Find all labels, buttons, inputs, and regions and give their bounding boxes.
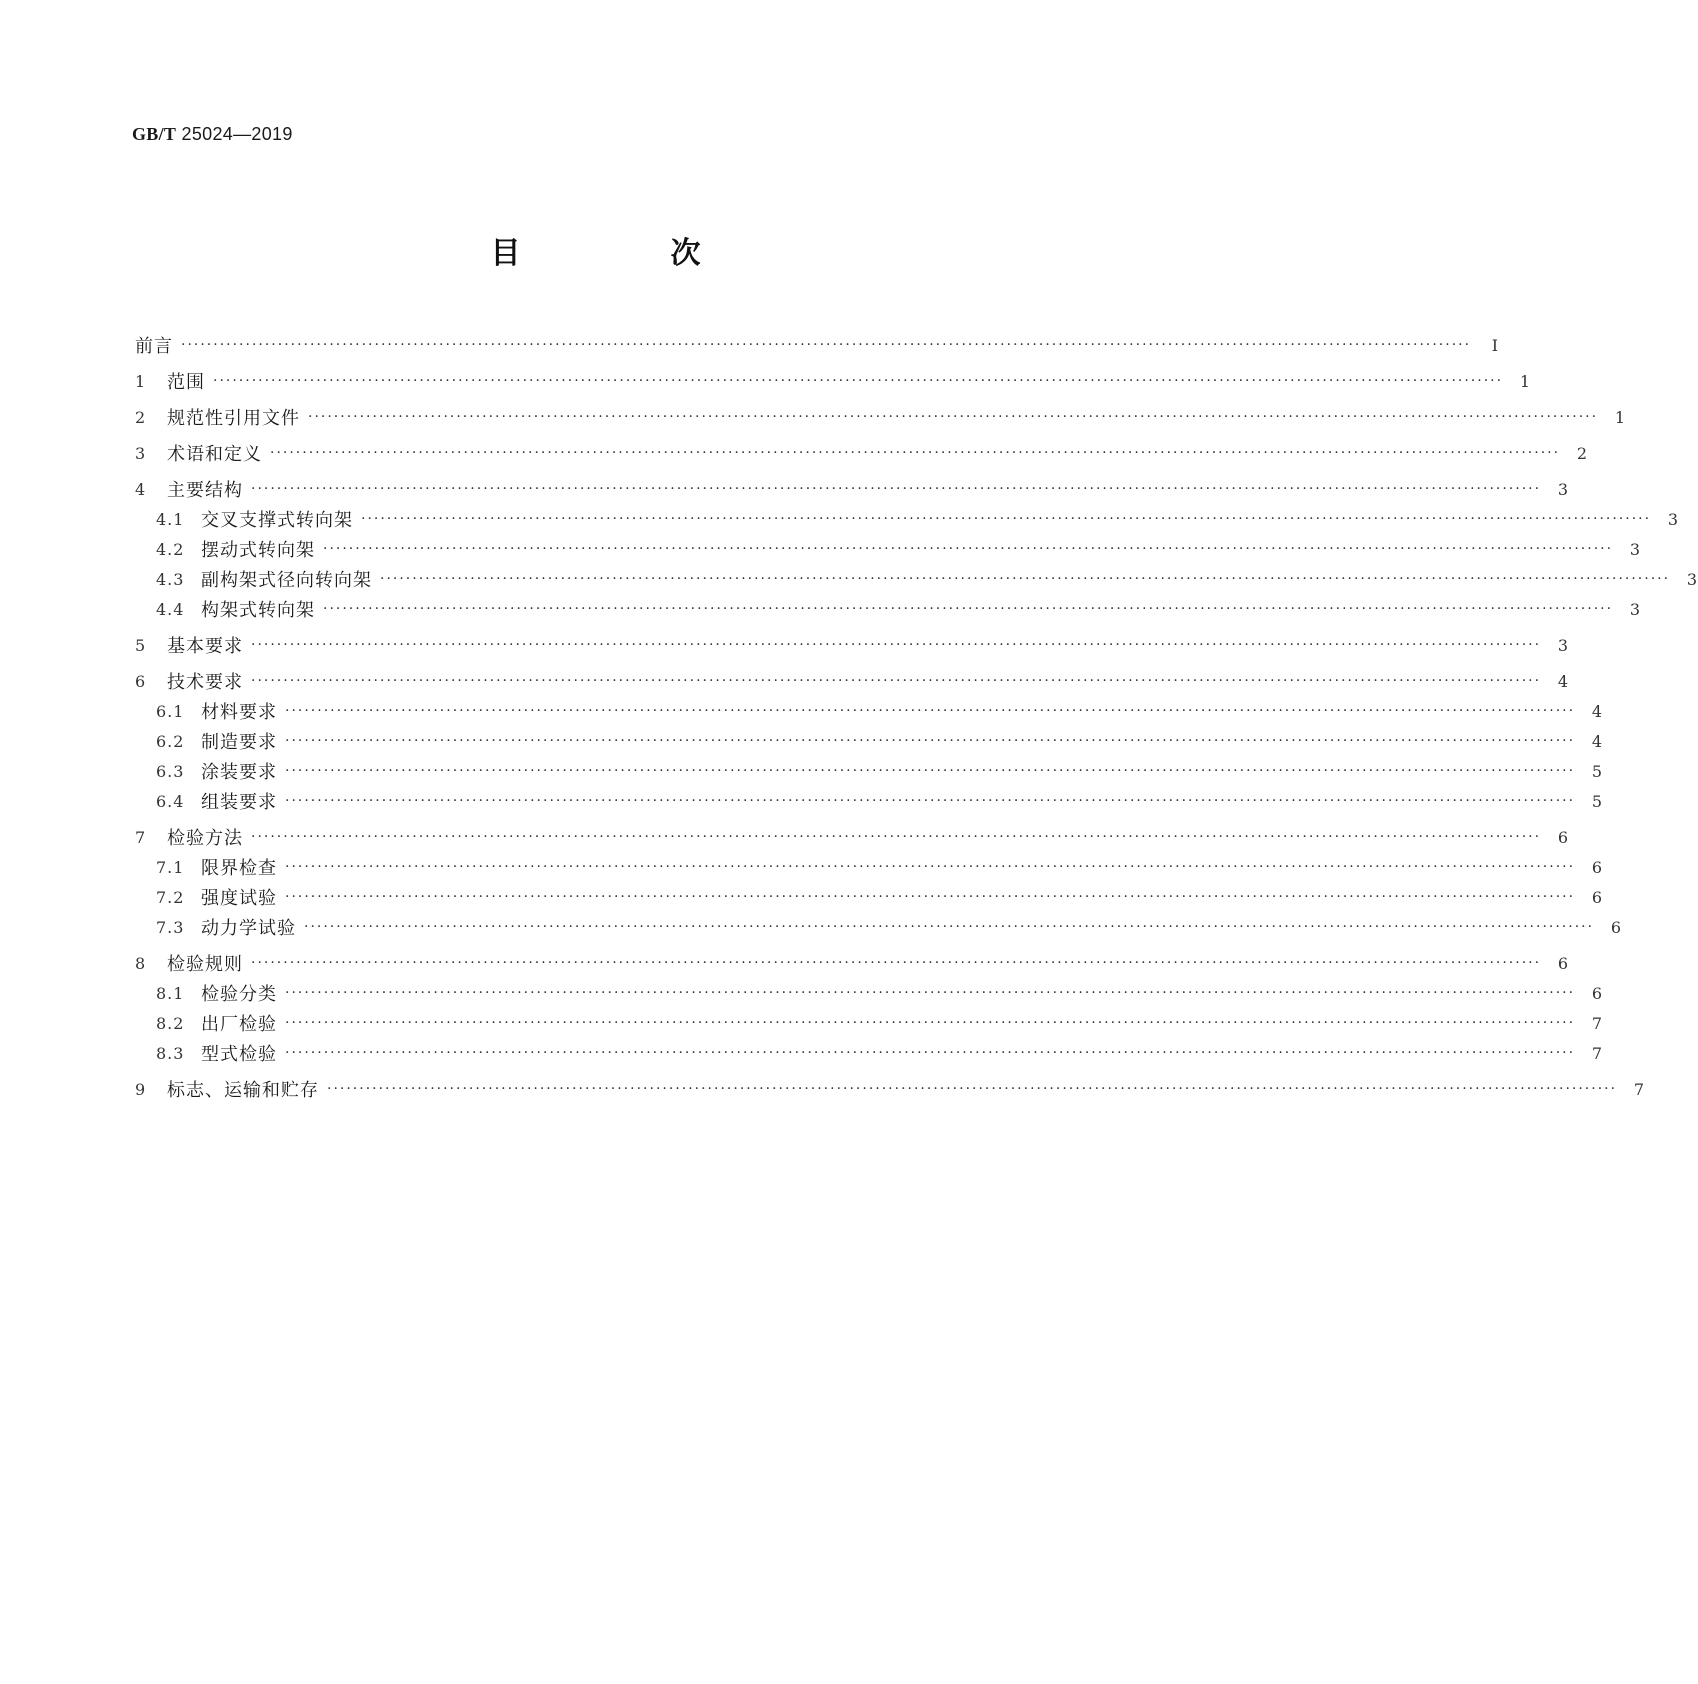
toc-entry[interactable] bbox=[135, 1008, 1604, 1038]
table-of-contents bbox=[135, 330, 1698, 1104]
toc-leader-dots: ········································································································································································································ bbox=[213, 373, 1504, 389]
toc-entry-label: 材料要求 bbox=[201, 702, 277, 723]
toc-entry-page: 7 bbox=[1591, 1043, 1604, 1063]
document-code bbox=[132, 124, 293, 145]
toc-entry-number: 3 bbox=[135, 443, 147, 463]
toc-leader-dots: ········································································································································································································ bbox=[285, 859, 1576, 875]
toc-entry-label: 型式检验 bbox=[201, 1044, 277, 1065]
toc-entry-page: 6 bbox=[1591, 887, 1604, 907]
toc-entry-label: 限界检查 bbox=[201, 858, 277, 879]
toc-leader-dots: ········································································································································································································ bbox=[361, 511, 1652, 527]
document-code-number: 25024—2019 bbox=[181, 124, 293, 144]
toc-leader-dots: ········································································································································································································ bbox=[327, 1081, 1618, 1097]
toc-entry-page: 1 bbox=[1519, 371, 1532, 391]
toc-leader-dots: ········································································································································································································ bbox=[285, 703, 1576, 719]
toc-leader-dots: ········································································································································································································ bbox=[285, 1045, 1576, 1061]
toc-entry-page: 5 bbox=[1591, 791, 1604, 811]
toc-entry-page: 4 bbox=[1557, 671, 1570, 691]
toc-entry-number: 6.1 bbox=[156, 701, 185, 721]
toc-leader-dots: ········································································································································································································ bbox=[285, 1015, 1576, 1031]
toc-entry-page: 3 bbox=[1667, 509, 1680, 529]
toc-entry[interactable] bbox=[135, 504, 1680, 534]
toc-entry-label: 范围 bbox=[167, 372, 205, 393]
toc-entry[interactable] bbox=[135, 786, 1604, 816]
toc-entry-label: 基本要求 bbox=[167, 636, 243, 657]
toc-entry-number: 4.2 bbox=[156, 539, 185, 559]
toc-entry[interactable] bbox=[135, 1038, 1604, 1068]
toc-entry[interactable] bbox=[135, 366, 1532, 396]
toc-entry-number: 7.2 bbox=[156, 887, 185, 907]
toc-entry-label: 检验分类 bbox=[201, 984, 277, 1005]
toc-entry-page: 4 bbox=[1591, 701, 1604, 721]
toc-entry[interactable] bbox=[135, 756, 1604, 786]
toc-entry[interactable] bbox=[135, 474, 1570, 504]
toc-entry[interactable] bbox=[135, 822, 1570, 852]
toc-leader-dots: ········································································································································································································ bbox=[251, 829, 1542, 845]
toc-entry-page: 3 bbox=[1629, 539, 1642, 559]
toc-entry[interactable] bbox=[135, 948, 1570, 978]
toc-entry-number: 6.3 bbox=[156, 761, 185, 781]
toc-leader-dots: ········································································································································································································ bbox=[323, 541, 1614, 557]
toc-entry-label: 动力学试验 bbox=[201, 918, 296, 939]
toc-entry-number: 8.2 bbox=[156, 1013, 185, 1033]
toc-entry-page: 4 bbox=[1591, 731, 1604, 751]
toc-leader-dots: ········································································································································································································ bbox=[285, 889, 1576, 905]
toc-entry-number: 8.3 bbox=[156, 1043, 185, 1063]
toc-entry[interactable] bbox=[135, 564, 1698, 594]
toc-entry-number: 8 bbox=[135, 953, 147, 973]
toc-entry-label: 组装要求 bbox=[201, 792, 277, 813]
document-code-prefix: GB/T bbox=[132, 124, 177, 144]
toc-entry-page: 6 bbox=[1557, 827, 1570, 847]
toc-entry[interactable] bbox=[135, 630, 1570, 660]
toc-entry-label: 构架式转向架 bbox=[201, 600, 315, 621]
toc-entry-page: 6 bbox=[1591, 983, 1604, 1003]
toc-entry-number: 4.4 bbox=[156, 599, 185, 619]
toc-entry-page: 5 bbox=[1591, 761, 1604, 781]
toc-entry[interactable] bbox=[135, 594, 1642, 624]
toc-entry-number: 2 bbox=[135, 407, 147, 427]
toc-entry[interactable] bbox=[135, 330, 1500, 360]
toc-entry-number: 4.3 bbox=[156, 569, 185, 589]
toc-entry-number: 5 bbox=[135, 635, 147, 655]
toc-leader-dots: ········································································································································································································ bbox=[380, 571, 1671, 587]
toc-leader-dots: ········································································································································································································ bbox=[285, 763, 1576, 779]
toc-entry-label: 检验方法 bbox=[167, 828, 243, 849]
toc-entry-number: 6.4 bbox=[156, 791, 185, 811]
toc-leader-dots: ········································································································································································································ bbox=[251, 637, 1542, 653]
toc-entry[interactable] bbox=[135, 438, 1589, 468]
toc-entry-label: 前言 bbox=[135, 336, 173, 357]
toc-entry-page: Ⅰ bbox=[1491, 335, 1500, 355]
toc-entry[interactable] bbox=[135, 534, 1642, 564]
toc-entry[interactable] bbox=[135, 1074, 1646, 1104]
toc-leader-dots: ········································································································································································································ bbox=[304, 919, 1595, 935]
toc-leader-dots: ········································································································································································································ bbox=[251, 481, 1542, 497]
toc-entry-label: 标志、运输和贮存 bbox=[167, 1080, 319, 1101]
toc-entry-number: 7.1 bbox=[156, 857, 185, 877]
toc-entry[interactable] bbox=[135, 402, 1627, 432]
toc-entry[interactable] bbox=[135, 852, 1604, 882]
toc-entry-page: 2 bbox=[1576, 443, 1589, 463]
toc-leader-dots: ········································································································································································································ bbox=[323, 601, 1614, 617]
toc-entry-page: 1 bbox=[1614, 407, 1627, 427]
toc-entry-number: 6.2 bbox=[156, 731, 185, 751]
toc-entry-page: 6 bbox=[1557, 953, 1570, 973]
toc-entry-label: 规范性引用文件 bbox=[167, 408, 300, 429]
toc-entry-number: 1 bbox=[135, 371, 147, 391]
toc-entry-page: 6 bbox=[1591, 857, 1604, 877]
toc-entry-label: 副构架式径向转向架 bbox=[201, 570, 372, 591]
toc-entry-page: 7 bbox=[1633, 1079, 1646, 1099]
toc-leader-dots: ········································································································································································································ bbox=[285, 793, 1576, 809]
toc-entry[interactable] bbox=[135, 666, 1570, 696]
toc-entry-number: 7 bbox=[135, 827, 147, 847]
toc-entry[interactable] bbox=[135, 912, 1623, 942]
toc-entry-number: 9 bbox=[135, 1079, 147, 1099]
toc-entry-label: 交叉支撑式转向架 bbox=[201, 510, 353, 531]
toc-entry-number: 4.1 bbox=[156, 509, 185, 529]
toc-leader-dots: ········································································································································································································ bbox=[308, 409, 1599, 425]
toc-title: 目 次 bbox=[490, 236, 761, 271]
toc-leader-dots: ········································································································································································································ bbox=[251, 955, 1542, 971]
toc-entry-page: 6 bbox=[1610, 917, 1623, 937]
toc-leader-dots: ········································································································································································································ bbox=[285, 733, 1576, 749]
toc-entry-page: 7 bbox=[1591, 1013, 1604, 1033]
toc-entry-label: 术语和定义 bbox=[167, 444, 262, 465]
toc-entry-number: 7.3 bbox=[156, 917, 185, 937]
toc-entry[interactable] bbox=[135, 882, 1604, 912]
toc-entry-label: 出厂检验 bbox=[201, 1014, 277, 1035]
toc-entry[interactable] bbox=[135, 726, 1604, 756]
toc-leader-dots: ········································································································································································································ bbox=[285, 985, 1576, 1001]
toc-leader-dots: ········································································································································································································ bbox=[251, 673, 1542, 689]
toc-entry-label: 制造要求 bbox=[201, 732, 277, 753]
toc-entry-label: 检验规则 bbox=[167, 954, 243, 975]
toc-entry-page: 3 bbox=[1686, 569, 1698, 589]
toc-entry-label: 主要结构 bbox=[167, 480, 243, 501]
toc-entry-label: 技术要求 bbox=[167, 672, 243, 693]
toc-entry-label: 涂装要求 bbox=[201, 762, 277, 783]
toc-leader-dots: ········································································································································································································ bbox=[270, 445, 1561, 461]
toc-entry-number: 6 bbox=[135, 671, 147, 691]
toc-entry-number: 4 bbox=[135, 479, 147, 499]
toc-leader-dots: ········································································································································································································ bbox=[181, 337, 1472, 353]
toc-entry[interactable] bbox=[135, 696, 1604, 726]
toc-entry[interactable] bbox=[135, 978, 1604, 1008]
toc-entry-number: 8.1 bbox=[156, 983, 185, 1003]
toc-entry-page: 3 bbox=[1629, 599, 1642, 619]
toc-entry-label: 摆动式转向架 bbox=[201, 540, 315, 561]
toc-entry-page: 3 bbox=[1557, 479, 1570, 499]
toc-entry-page: 3 bbox=[1557, 635, 1570, 655]
toc-entry-label: 强度试验 bbox=[201, 888, 277, 909]
